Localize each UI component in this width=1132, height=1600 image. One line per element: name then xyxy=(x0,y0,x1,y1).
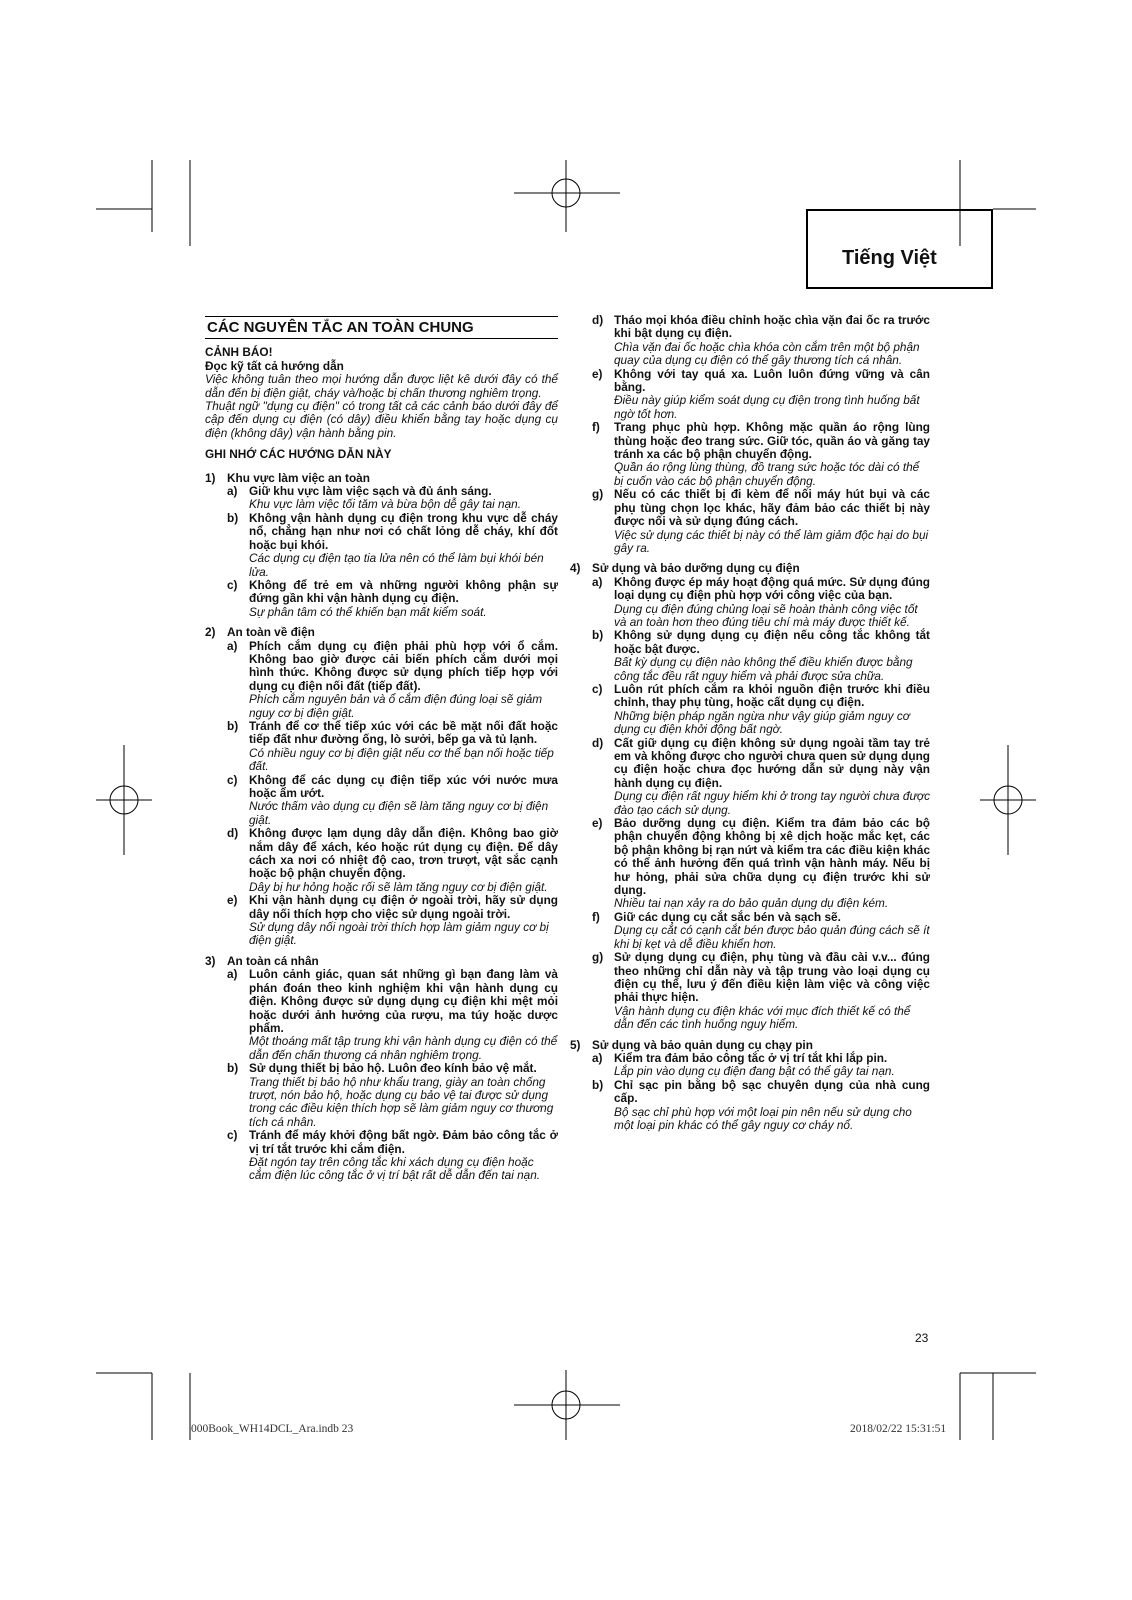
list-item: e) Không với tay quá xa. Luôn luôn đứng vững và cân bằng. Điều này giúp kiểm soát dụng cụ điện trong tình huống bất ngờ tốt hơn. xyxy=(592,366,930,421)
warning-subtitle: Đọc kỹ tất cả hướng dẫn xyxy=(205,358,344,373)
registration-target-bottom xyxy=(514,1370,620,1440)
list-item: f) Giữ các dụng cụ cắt sắc bén và sạch sẽ. Dụng cụ cắt có cạnh cắt bén được bảo quản đúng cách sẽ ít khi bị kẹt và dễ điều khiển hơn. xyxy=(592,909,930,951)
section-heading: 3) An toàn cá nhân xyxy=(205,953,319,968)
list-item: a) Không được ép máy hoạt động quá mức. Sử dụng đúng loại dụng cụ điện phù hợp với công việc của bạn. Dụng cụ điện đúng chủng loại sẽ hoàn thành công việc tốt và an toàn hơn theo đúng tiêu chí mà máy được thiết kế. xyxy=(592,574,930,629)
list-item: c) Luôn rút phích cắm ra khỏi nguồn điện trước khi điều chỉnh, thay phụ tùng, hoặc cất dụng cụ điện. Những biện pháp ngăn ngừa như vậy giúp giảm nguy cơ dụng cụ điện khởi động bất ngờ. xyxy=(592,681,930,737)
section-personal-safety-continued xyxy=(592,314,930,555)
list-item: e) Bảo dưỡng dụng cụ điện. Kiểm tra đảm bảo các bộ phận chuyển động không bị xê dịch hoặc mắc kẹt, các bộ phận không bị rạn nứt và kiểm tra các điều kiện khác có thể ảnh hưởng đến quá trình vận hành máy. Nếu bị hư hỏng, phải sửa chữa dụng cụ điện trước khi sử dụng. Nhiều tai nạn xảy ra do bảo quản dụng dụ điện kém. xyxy=(592,816,930,911)
list-item: d) Tháo mọi khóa điều chỉnh hoặc chìa vặn đai ốc ra trước khi bật dụng cụ điện. Chìa vặn đai ốc hoặc chìa khóa còn cắm trên một bộ phận quay của dụng cụ điện có thể gây thương tích cá nhân. xyxy=(592,313,930,368)
page-number: 23 xyxy=(915,1331,929,1345)
list-item: d) Cất giữ dụng cụ điện không sử dụng ngoài tầm tay trẻ em và không được cho người chưa quen sử dụng dụng cụ điện hoặc chưa đọc hướng dẫn sử dụng này vận hành dụng cụ điện. Dụng cụ điện rất nguy hiểm khi ở trong tay người chưa được đào tạo cách sử dụng. xyxy=(592,735,930,817)
section-work-area xyxy=(205,472,558,619)
section-title: CÁC NGUYÊN TẮC AN TOÀN CHUNG xyxy=(205,316,558,339)
list-item: a) Phích cắm dụng cụ điện phải phù hợp với ổ cắm. Không bao giờ được cải biến phích cắm dưới mọi hình thức. Không được sử dụng phích tiếp hợp với dụng cụ điện nối đất (tiếp đất). Phích cắm nguyên bản và ổ cắm điện đúng loại sẽ giảm nguy cơ bị điện giật. xyxy=(227,638,558,720)
list-item: b) Không sử dụng dụng cụ điện nếu công tắc không tắt hoặc bật được. Bất kỳ dụng cụ điện nào không thể điều khiển được bằng công tắc đều rất nguy hiểm và phải được sửa chữa. xyxy=(592,628,930,683)
section-electrical-safety xyxy=(205,626,558,948)
left-column xyxy=(205,316,558,1190)
language-label: Tiếng Việt xyxy=(842,247,937,269)
list-item: g) Nếu có các thiết bị đi kèm để nối máy hút bụi và các phụ tùng chọn lọc khác, hãy đảm bảo các thiết bị này được nối và sử dụng đúng cách. Việc sử dụng các thiết bị này có thể làm giảm độc hại do bụi gây ra. xyxy=(592,487,930,555)
list-item: b) Không vận hành dụng cụ điện trong khu vực dễ cháy nổ, chẳng hạn như nơi có chất lỏng dễ cháy, khí đốt hoặc bụi khói. Các dụng cụ điện tạo tia lửa nên có thể làm bụi khói bén lửa. xyxy=(227,510,558,579)
remember-heading: GHI NHỚ CÁC HƯỚNG DẪN NÀY xyxy=(205,447,392,462)
registration-target-left xyxy=(96,745,152,855)
language-tab xyxy=(806,209,993,289)
section-personal-safety xyxy=(205,955,558,1183)
section-battery-tool-use xyxy=(570,1039,930,1133)
section-tool-use-care xyxy=(570,562,930,1031)
right-column xyxy=(570,313,930,1139)
list-item: b) Sử dụng thiết bị bảo hộ. Luôn đeo kính bảo vệ mắt. Trang thiết bị bảo hộ như khẩu trang, giày an toàn chống trượt, nón bảo hộ, hoặc dụng cụ bảo vệ tai được sử dụng trong các điều kiện thích hợp sẽ làm giảm nguy cơ thương tích cá nhân. xyxy=(227,1061,554,1129)
warning-paragraph-2: Thuật ngữ "dụng cụ điện" có trong tất cả các cảnh báo dưới đây để cập đến dụng cụ điện (có dây) điều khiển bằng tay hoặc dụng cụ điện (không dây) vận hành bằng pin. xyxy=(205,399,558,440)
registration-target-right xyxy=(980,745,1036,855)
list-item: d) Không được lạm dụng dây dẫn điện. Không bao giờ nắm dây để xách, kéo hoặc rút dụng cụ điện. Để dây cách xa nơi có nhiệt độ cao, trơn trượt, vật sắc cạnh hoặc bộ phận chuyển động. Dây bị hư hỏng hoặc rối sẽ làm tăng nguy cơ bị điện giật. xyxy=(227,826,558,894)
section-heading: 5) Sử dụng và bảo quản dụng cụ chạy pin xyxy=(570,1037,813,1052)
list-item: b) Tránh để cơ thể tiếp xúc với các bề mặt nối đất hoặc tiếp đất như đường ống, lò sưởi, bếp ga và tủ lạnh. Có nhiều nguy cơ bị điện giật nếu cơ thể bạn nối hoặc tiếp đất. xyxy=(227,718,558,774)
list-item: a) Giữ khu vực làm việc sạch và đủ ánh sáng. Khu vực làm việc tối tăm và bừa bộn dễ gây tai nạn. xyxy=(227,484,522,512)
warning-title: CẢNH BÁO! xyxy=(205,345,273,360)
list-item: b) Chỉ sạc pin bằng bộ sạc chuyên dụng của nhà cung cấp. Bộ sạc chỉ phù hợp với một loại pin nên nếu sử dụng cho một loại pin khác có thể gây nguy cơ cháy nổ. xyxy=(592,1077,930,1132)
footer-timestamp: 2018/02/22 15:31:51 xyxy=(850,1423,947,1435)
list-item: c) Không để các dụng cụ điện tiếp xúc với nước mưa hoặc ẩm ướt. Nước thấm vào dụng cụ điện sẽ làm tăng nguy cơ bị điện giật. xyxy=(227,772,558,827)
footer-file-info: 000Book_WH14DCL_Ara.indb 23 xyxy=(191,1423,354,1435)
registration-target-top xyxy=(514,160,620,232)
list-item: f) Trang phục phù hợp. Không mặc quần áo rộng lùng thùng hoặc đeo trang sức. Giữ tóc, quần áo và găng tay tránh xa các bộ phận chuyển động. Quần áo rộng lùng thùng, đồ trang sức hoặc tóc dài có thể bị cuốn vào các bộ phận chuyển động. xyxy=(592,420,930,488)
list-item: c) Tránh để máy khởi động bất ngờ. Đảm bảo công tắc ở vị trí tắt trước khi cắm điện. Đặt ngón tay trên công tắc khi xách dụng cụ điện hoặc cắm điện lúc công tắc ở vị trí bật rất dễ dẫn đến tai nạn. xyxy=(227,1128,558,1183)
list-item: a) Luôn cảnh giác, quan sát những gì bạn đang làm và phán đoán theo kinh nghiệm khi vận hành dụng cụ điện. Không được sử dụng dụng cụ điện khi mệt mỏi hoặc dưới ảnh hưởng của rượu, ma túy hoặc dược phẩm. Một thoáng mất tập trung khi vận hành dụng cụ điện có thể dẫn đến chấn thương cá nhân nghiêm trọng. xyxy=(227,967,558,1062)
section-heading: 1) Khu vực làm việc an toàn xyxy=(205,470,370,485)
list-item: e) Khi vận hành dụng cụ điện ở ngoài trời, hãy sử dụng dây nối thích hợp cho việc sử dụng ngoài trời. Sử dụng dây nối ngoài trời thích hợp làm giảm nguy cơ bị điện giật. xyxy=(227,893,558,948)
warning-paragraph-1: Việc không tuân theo mọi hướng dẫn được liệt kê dưới đây có thể dẫn đến bị điện giật, cháy và/hoặc bị chấn thương nghiêm trọng. xyxy=(205,372,558,400)
list-item: c) Không để trẻ em và những người không phận sự đứng gần khi vận hành dụng cụ điện. Sự phân tâm có thể khiến bạn mất kiểm soát. xyxy=(227,577,558,619)
list-item: a) Kiểm tra đảm bảo công tắc ở vị trí tắt khi lắp pin. Lắp pin vào dụng cụ điện đang bật có thể gây tai nạn. xyxy=(592,1050,895,1079)
section-heading: 4) Sử dụng và bảo dưỡng dụng cụ điện xyxy=(570,561,800,576)
section-heading: 2) An toàn về điện xyxy=(205,625,315,640)
list-item: g) Sử dụng dụng cụ điện, phụ tùng và đầu cài v.v... đúng theo những chỉ dẫn này và tập trung vào loại dụng cụ điện cụ thể, lưu ý đến điều kiện làm việc và công việc phải thực hiện. Vận hành dụng cụ điện khác với mục đích thiết kế có thể dẫn đến các tình huống nguy hiểm. xyxy=(592,950,930,1032)
